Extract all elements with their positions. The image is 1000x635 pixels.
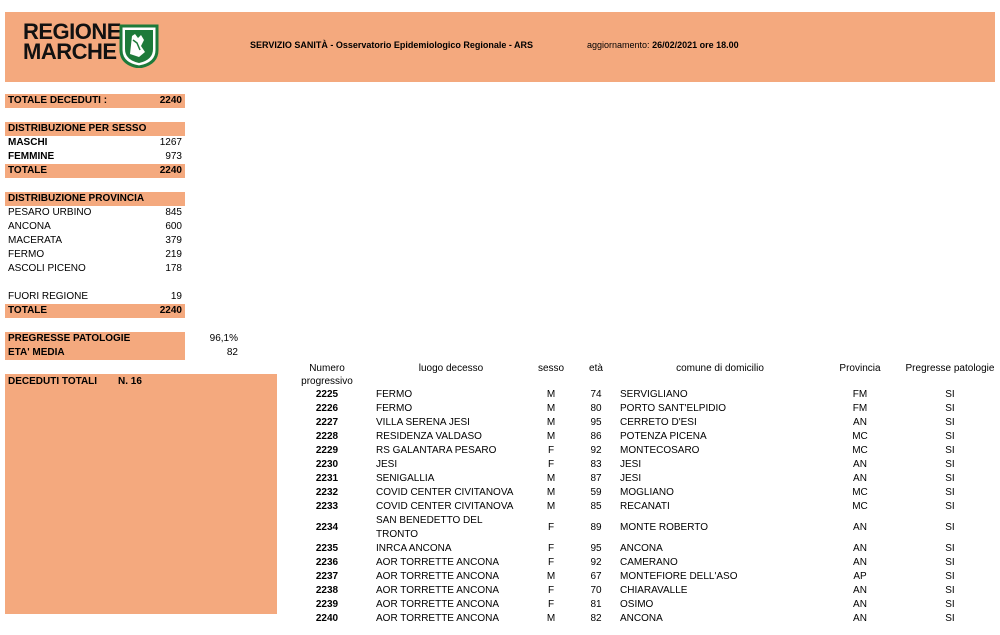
sex-title-row <box>8 122 184 136</box>
sex-cell: F <box>547 585 555 596</box>
col-header: Pregresse patologie <box>905 363 995 374</box>
home-town-cell: POTENZA PICENA <box>620 431 707 442</box>
age-cell: 67 <box>590 571 602 582</box>
province-label: ASCOLI PICENO <box>8 263 86 274</box>
age-cell: 83 <box>590 459 602 470</box>
province-cell: MC <box>852 445 868 456</box>
home-town-cell: CAMERANO <box>620 557 678 568</box>
table-row <box>282 556 1000 570</box>
progressive-number-cell: 2229 <box>315 445 339 456</box>
progressive-number-cell: 2236 <box>315 557 339 568</box>
sex-value: 1267 <box>159 137 182 148</box>
update-label: aggiornamento: <box>587 40 650 50</box>
death-place-cell: FERMO <box>376 403 413 414</box>
province-cell: FM <box>852 403 868 414</box>
col-header: Provincia <box>839 363 881 374</box>
pre-existing-pathologies-cell: SI <box>945 431 955 442</box>
sex-cell: M <box>546 473 556 484</box>
progressive-number-cell: 2225 <box>315 389 339 400</box>
home-town-cell: CERRETO D'ESI <box>620 417 697 428</box>
deaths-table <box>282 362 1000 626</box>
total-deaths-label: TOTALE DECEDUTI : <box>8 95 108 106</box>
col-header: Numero progressivo <box>301 363 353 387</box>
province-label: ANCONA <box>8 221 51 232</box>
province-total-value: 2240 <box>159 305 182 316</box>
progressive-number-cell: 2235 <box>315 543 339 554</box>
header-banner <box>5 12 995 82</box>
home-town-cell: ANCONA <box>620 613 663 624</box>
pre-existing-pathologies-cell: SI <box>945 613 955 624</box>
home-town-cell: CHIARAVALLE <box>620 585 688 596</box>
sex-cell: M <box>546 431 556 442</box>
death-place-cell: JESI <box>376 459 398 470</box>
death-place-cell: SAN BENEDETTO DEL TRONTO <box>376 515 483 540</box>
logo-line-2: MARCHE <box>23 39 117 64</box>
progressive-number-cell: 2231 <box>315 473 339 484</box>
sex-cell: M <box>546 501 556 512</box>
province-cell: AN <box>853 613 867 624</box>
home-town-cell: PORTO SANT'ELPIDIO <box>620 403 727 414</box>
pre-existing-pathologies-cell: SI <box>945 473 955 484</box>
logo-text <box>23 19 121 64</box>
province-row <box>8 234 184 248</box>
age-cell: 80 <box>590 403 602 414</box>
home-town-cell: MONTE ROBERTO <box>620 522 708 533</box>
col-header: sesso <box>537 363 565 374</box>
sex-cell: F <box>547 459 555 470</box>
sex-cell: M <box>546 403 556 414</box>
home-town-cell: MOGLIANO <box>620 487 674 498</box>
pre-existing-pathologies-cell: SI <box>945 445 955 456</box>
pre-existing-pathologies-cell: SI <box>945 585 955 596</box>
sex-cell: F <box>547 522 555 533</box>
sex-total-value: 2240 <box>159 165 182 176</box>
province-title: DISTRIBUZIONE PROVINCIA <box>8 193 145 204</box>
progressive-number-cell: 2240 <box>315 613 339 624</box>
province-cell: AN <box>853 473 867 484</box>
table-row <box>282 500 1000 514</box>
progressive-number-cell: 2238 <box>315 585 339 596</box>
death-place-cell: AOR TORRETTE ANCONA <box>376 599 499 610</box>
table-row <box>282 598 1000 612</box>
home-town-cell: MONTEFIORE DELL'ASO <box>620 571 738 582</box>
progressive-number-cell: 2239 <box>315 599 339 610</box>
table-row <box>282 430 1000 444</box>
progressive-number-cell: 2237 <box>315 571 339 582</box>
province-label: PESARO URBINO <box>8 207 92 218</box>
province-cell: AN <box>853 459 867 470</box>
table-row <box>282 402 1000 416</box>
province-value: 845 <box>165 207 182 218</box>
death-place-cell: COVID CENTER CIVITANOVA <box>376 487 514 498</box>
province-cell: AN <box>853 522 867 533</box>
age-cell: 87 <box>590 473 602 484</box>
deaths-total-box <box>5 374 277 614</box>
pre-existing-pathologies-cell: SI <box>945 522 955 533</box>
progressive-number-cell: 2230 <box>315 459 339 470</box>
age-cell: 89 <box>590 522 602 533</box>
age-cell: 92 <box>590 557 602 568</box>
pre-existing-pathologies-cell: SI <box>945 459 955 470</box>
pre-existing-pathologies-cell: SI <box>945 487 955 498</box>
col-header: età <box>589 363 603 374</box>
table-row <box>282 612 1000 626</box>
deaths-total-label: DECEDUTI TOTALI <box>8 376 98 387</box>
pathologies-row <box>8 332 240 346</box>
province-total-row <box>8 304 184 318</box>
progressive-number-cell: 2234 <box>315 522 339 533</box>
age-cell: 95 <box>590 543 602 554</box>
province-value: 379 <box>165 235 182 246</box>
province-cell: AN <box>853 417 867 428</box>
sex-cell: M <box>546 613 556 624</box>
age-cell: 59 <box>590 487 602 498</box>
death-place-cell: COVID CENTER CIVITANOVA <box>376 501 514 512</box>
sex-total-label: TOTALE <box>8 165 48 176</box>
pre-existing-pathologies-cell: SI <box>945 403 955 414</box>
sex-cell: M <box>546 571 556 582</box>
home-town-cell: JESI <box>620 473 642 484</box>
deaths-total-count: N. 16 <box>118 376 142 387</box>
province-cell: AN <box>853 585 867 596</box>
sex-cell: F <box>547 445 555 456</box>
col-header: luogo decesso <box>418 363 484 374</box>
progressive-number-cell: 2233 <box>315 501 339 512</box>
table-body <box>282 388 1000 626</box>
death-place-cell: AOR TORRETTE ANCONA <box>376 557 499 568</box>
update-info <box>587 40 739 50</box>
pre-existing-pathologies-cell: SI <box>945 417 955 428</box>
province-cell: AN <box>853 599 867 610</box>
province-cell: AN <box>853 543 867 554</box>
home-town-cell: JESI <box>620 459 642 470</box>
service-title: SERVIZIO SANITÀ - Osservatorio Epidemiologico Regionale - ARS <box>250 40 534 50</box>
table-row <box>282 388 1000 402</box>
province-cell: AP <box>853 571 867 582</box>
death-place-cell: VILLA SERENA JESI <box>376 417 470 428</box>
death-place-cell: INRCA ANCONA <box>376 543 452 554</box>
province-total-label: TOTALE <box>8 305 48 316</box>
home-town-cell: SERVIGLIANO <box>620 389 688 400</box>
sex-cell: M <box>546 389 556 400</box>
home-town-cell: ANCONA <box>620 543 663 554</box>
average-age-label: ETA' MEDIA <box>8 347 65 358</box>
pre-existing-pathologies-cell: SI <box>945 389 955 400</box>
pre-existing-pathologies-cell: SI <box>945 571 955 582</box>
age-cell: 86 <box>590 431 602 442</box>
province-title-row <box>8 192 184 206</box>
home-town-cell: RECANATI <box>620 501 670 512</box>
sex-row-females <box>8 150 184 164</box>
table-row <box>282 542 1000 556</box>
total-deaths-value: 2240 <box>159 95 182 106</box>
pre-existing-pathologies-cell: SI <box>945 557 955 568</box>
province-value: 219 <box>165 249 182 260</box>
table-row <box>282 514 1000 542</box>
sex-value: 973 <box>165 151 182 162</box>
progressive-number-cell: 2226 <box>315 403 339 414</box>
col-header: comune di domicilio <box>676 363 764 374</box>
death-place-cell: RS GALANTARA PESARO <box>376 445 497 456</box>
home-town-cell: OSIMO <box>620 599 654 610</box>
sex-cell: F <box>547 557 555 568</box>
logo-line-1: REGIONE <box>23 19 121 44</box>
province-cell: AN <box>853 557 867 568</box>
province-value: 178 <box>165 263 182 274</box>
death-place-cell: FERMO <box>376 389 413 400</box>
death-place-cell: AOR TORRETTE ANCONA <box>376 613 499 624</box>
death-place-cell: AOR TORRETTE ANCONA <box>376 585 499 596</box>
province-row <box>8 206 184 220</box>
progressive-number-cell: 2228 <box>315 431 339 442</box>
table-row <box>282 416 1000 430</box>
province-cell: MC <box>852 487 868 498</box>
table-header-row <box>282 362 1000 388</box>
pathologies-label: PREGRESSE PATOLOGIE <box>8 333 131 344</box>
pathologies-value: 96,1% <box>209 333 238 344</box>
province-cell: MC <box>852 431 868 442</box>
sex-cell: F <box>547 543 555 554</box>
average-age-value: 82 <box>226 347 238 358</box>
outside-region-value: 19 <box>170 291 182 302</box>
sex-label: MASCHI <box>8 137 48 148</box>
outside-region-row <box>8 290 184 304</box>
sex-cell: M <box>546 487 556 498</box>
shield-emblem-icon <box>119 24 159 68</box>
sex-label: FEMMINE <box>8 151 55 162</box>
pre-existing-pathologies-cell: SI <box>945 599 955 610</box>
sex-total-row <box>8 164 184 178</box>
province-row <box>8 220 184 234</box>
total-deaths-row <box>8 94 184 108</box>
table-row <box>282 570 1000 584</box>
outside-region-label: FUORI REGIONE <box>8 291 89 302</box>
average-age-row <box>8 346 240 360</box>
death-place-cell: SENIGALLIA <box>376 473 435 484</box>
death-place-cell: RESIDENZA VALDASO <box>376 431 482 442</box>
province-cell: MC <box>852 501 868 512</box>
table-row <box>282 444 1000 458</box>
province-cell: FM <box>852 389 868 400</box>
progressive-number-cell: 2227 <box>315 417 339 428</box>
age-cell: 82 <box>590 613 602 624</box>
sex-title: DISTRIBUZIONE PER SESSO <box>8 123 147 134</box>
table-row <box>282 472 1000 486</box>
sex-cell: F <box>547 599 555 610</box>
province-label: MACERATA <box>8 235 63 246</box>
age-cell: 81 <box>590 599 602 610</box>
province-label: FERMO <box>8 249 45 260</box>
sex-row-males <box>8 136 184 150</box>
province-row <box>8 248 184 262</box>
age-cell: 74 <box>590 389 602 400</box>
age-cell: 95 <box>590 417 602 428</box>
table-row <box>282 486 1000 500</box>
home-town-cell: MONTECOSARO <box>620 445 700 456</box>
update-value: 26/02/2021 ore 18.00 <box>652 40 739 50</box>
death-place-cell: AOR TORRETTE ANCONA <box>376 571 499 582</box>
table-row <box>282 458 1000 472</box>
province-row <box>8 262 184 276</box>
age-cell: 92 <box>590 445 602 456</box>
age-cell: 85 <box>590 501 602 512</box>
regione-marche-logo <box>23 20 173 74</box>
progressive-number-cell: 2232 <box>315 487 339 498</box>
age-cell: 70 <box>590 585 602 596</box>
pre-existing-pathologies-cell: SI <box>945 543 955 554</box>
sex-cell: M <box>546 417 556 428</box>
province-value: 600 <box>165 221 182 232</box>
table-row <box>282 584 1000 598</box>
pre-existing-pathologies-cell: SI <box>945 501 955 512</box>
